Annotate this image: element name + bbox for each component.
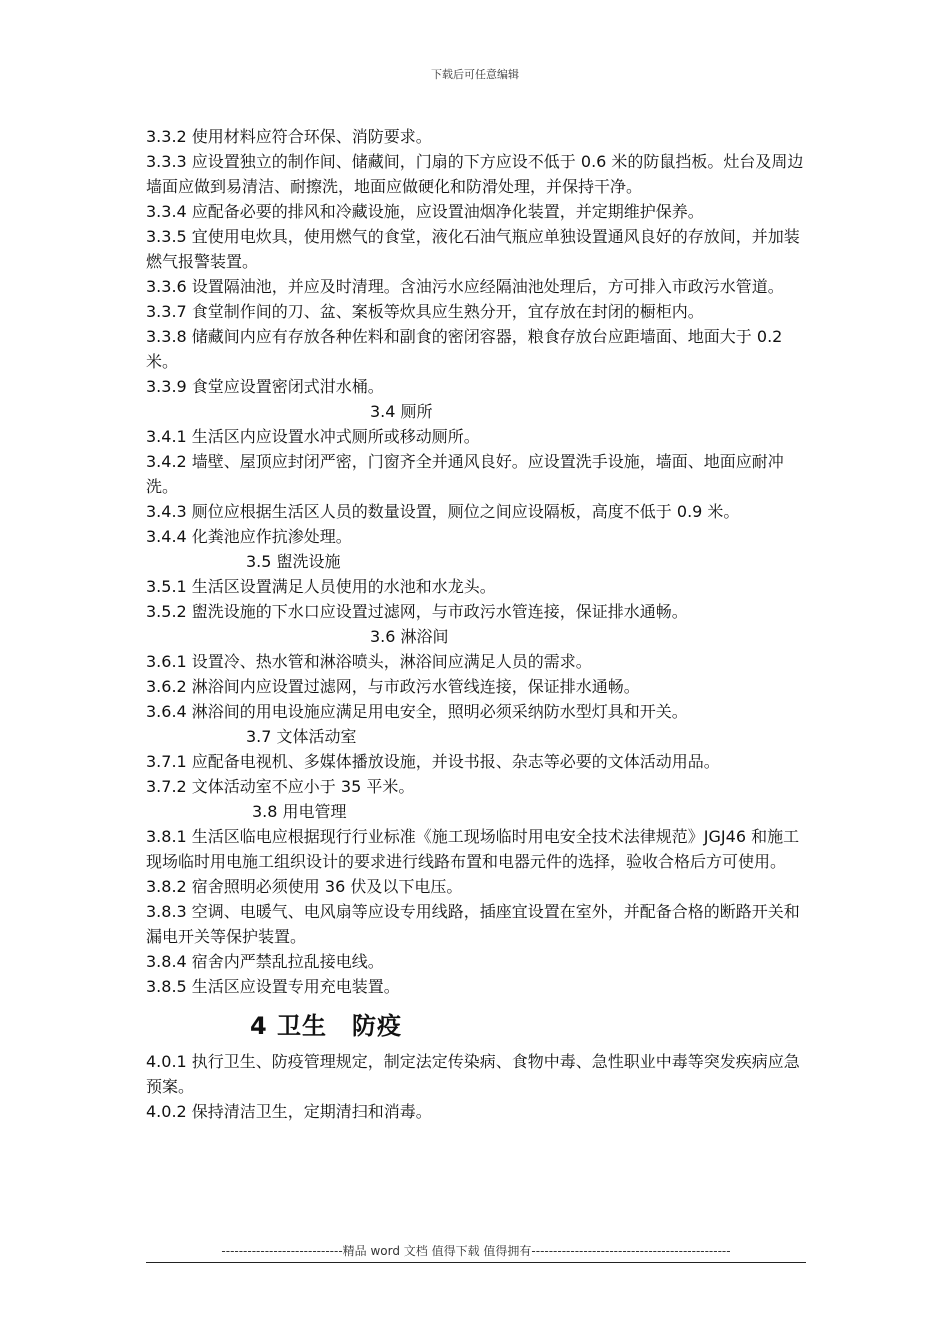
paragraph-3-3-5: 3.3.5 宜使用电炊具，使用燃气的食堂，液化石油气瓶应单独设置通风良好的存放间，并加装燃气报警装置。 <box>146 227 800 271</box>
paragraph-3-6-1: 3.6.1 设置冷、热水管和淋浴喷头，淋浴间应满足人员的需求。 <box>146 652 592 671</box>
paragraph-3-7-2: 3.7.2 文体活动室不应小于 35 平米。 <box>146 777 415 796</box>
paragraph-3-3-9: 3.3.9 食堂应设置密闭式泔水桶。 <box>146 377 384 396</box>
section-heading-3-4: 3.4 厕所 <box>370 402 433 421</box>
document-body <box>146 124 814 1124</box>
paragraph-3-8-5: 3.8.5 生活区应设置专用充电装置。 <box>146 977 400 996</box>
paragraph-3-3-6: 3.3.6 设置隔油池，并应及时清理。含油污水应经隔油池处理后，方可排入市政污水管道。 <box>146 277 784 296</box>
section-heading-3-6: 3.6 淋浴间 <box>370 627 449 646</box>
paragraph-4-0-2: 4.0.2 保持清洁卫生，定期清扫和消毒。 <box>146 1102 432 1121</box>
paragraph-3-8-2: 3.8.2 宿舍照明必须使用 36 伏及以下电压。 <box>146 877 463 896</box>
section-heading-3-7: 3.7 文体活动室 <box>246 727 357 746</box>
paragraph-3-4-3: 3.4.3 厕位应根据生活区人员的数量设置，厕位之间应设隔板，高度不低于 0.9 米。 <box>146 502 740 521</box>
paragraph-3-4-1: 3.4.1 生活区内应设置水冲式厕所或移动厕所。 <box>146 427 480 446</box>
paragraph-3-7-1: 3.7.1 应配备电视机、多媒体播放设施，并设书报、杂志等必要的文体活动用品。 <box>146 752 720 771</box>
paragraph-3-4-2: 3.4.2 墙壁、屋顶应封闭严密，门窗齐全并通风良好。应设置洗手设施，墙面、地面应耐冲洗。 <box>146 452 784 496</box>
paragraph-3-8-1: 3.8.1 生活区临电应根据现行行业标准《施工现场临时用电安全技术法律规范》JGJ46 和施工现场临时用电施工组织设计的要求进行线路布置和电器元件的选择，验收合格后方可使用。 <box>146 827 800 871</box>
section-heading-3-5: 3.5 盥洗设施 <box>246 552 341 571</box>
paragraph-3-4-4: 3.4.4 化粪池应作抗渗处理。 <box>146 527 352 546</box>
paragraph-3-8-4: 3.8.4 宿舍内严禁乱拉乱接电线。 <box>146 952 384 971</box>
paragraph-3-5-1: 3.5.1 生活区设置满足人员使用的水池和水龙头。 <box>146 577 496 596</box>
paragraph-3-8-3: 3.8.3 空调、电暖气、电风扇等应设专用线路，插座宜设置在室外，并配备合格的断路开关和漏电开关等保护装置。 <box>146 902 800 946</box>
paragraph-3-6-4: 3.6.4 淋浴间的用电设施应满足用电安全，照明必须采纳防水型灯具和开关。 <box>146 702 688 721</box>
paragraph-3-6-2: 3.6.2 淋浴间内应设置过滤网，与市政污水管线连接，保证排水通畅。 <box>146 677 640 696</box>
chapter-heading-4: 4 卫生 防疫 <box>250 1012 403 1040</box>
paragraph-4-0-1: 4.0.1 执行卫生、防疫管理规定，制定法定传染病、食物中毒、急性职业中毒等突发疾病应急预案。 <box>146 1052 800 1096</box>
paragraph-3-3-7: 3.3.7 食堂制作间的刀、盆、案板等炊具应生熟分开，宜存放在封闭的橱柜内。 <box>146 302 704 321</box>
paragraph-3-3-4: 3.3.4 应配备必要的排风和冷藏设施，应设置油烟净化装置，并定期维护保养。 <box>146 202 704 221</box>
section-heading-3-8: 3.8 用电管理 <box>252 802 347 821</box>
paragraph-3-3-8: 3.3.8 储藏间内应有存放各种佐料和副食的密闭容器，粮食存放台应距墙面、地面大于 0.2 米。 <box>146 327 783 371</box>
paragraph-3-3-2: 3.3.2 使用材料应符合环保、消防要求。 <box>146 127 432 146</box>
paragraph-3-3-3: 3.3.3 应设置独立的制作间、储藏间，门扇的下方应设不低于 0.6 米的防鼠挡板。灶台及周边墙面应做到易清洁、耐擦洗，地面应做硬化和防滑处理，并保持干净。 <box>146 152 804 196</box>
footer-divider <box>146 1262 806 1263</box>
page-header-note: 下载后可任意编辑 <box>431 68 519 81</box>
paragraph-3-5-2: 3.5.2 盥洗设施的下水口应设置过滤网，与市政污水管连接，保证排水通畅。 <box>146 602 688 621</box>
page-footer-note: ----------------------------精品 word 文档 值得下载 值得拥有---------------------------------------------- <box>221 1244 731 1258</box>
